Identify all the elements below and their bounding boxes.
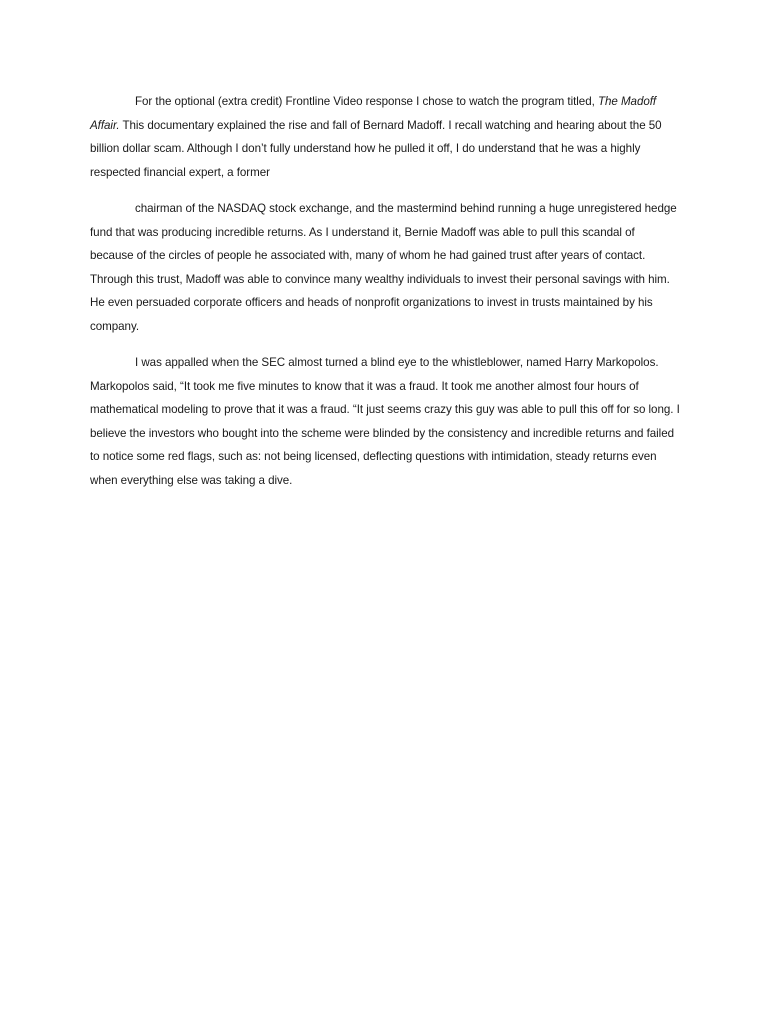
paragraph-1-intro: For the optional (extra credit) Frontline Video response I chose to watch the program titled, xyxy=(135,95,598,108)
paragraph-1-text xyxy=(90,90,680,184)
paragraph-2 xyxy=(90,197,680,338)
paragraph-1-body: This documentary explained the rise and fall of Bernard Madoff. I recall watching and hearing about the 50 billion dollar scam. Although I don’t fully understand how he pulled it off, I do understand that he was a highly respected financial expert, a former xyxy=(90,118,662,179)
paragraph-3-text: I was appalled when the SEC almost turned a blind eye to the whistleblower, named Harry Markopolos. Markopolos said, “It took me five minutes to know that it was a fraud. It took me another almost four hours of mathematical modeling to prove that it was a fraud. “It just seems crazy this guy was able to pull this off for so long. I believe the investors who bought into the scheme were blinded by the consistency and incredible returns and failed to notice some red flags, such as: not being licensed, deflecting questions with intimidation, steady returns even when everything else was taking a dive. xyxy=(90,356,680,487)
paragraph-2-text: chairman of the NASDAQ stock exchange, and the mastermind behind running a huge unregistered hedge fund that was producing incredible returns. As I understand it, Bernie Madoff was able to pull this scandal of because of the circles of people he associated with, many of whom he had gained trust after years of contact. Through this trust, Madoff was able to convince many wealthy individuals to invest their personal savings with him. He even persuaded corporate officers and heads of nonprofit organizations to invest in trusts maintained by his company. xyxy=(90,202,677,333)
paragraph-1 xyxy=(90,90,680,184)
paragraph-3 xyxy=(90,351,680,492)
program-title: The Madoff Affair. xyxy=(90,95,657,132)
